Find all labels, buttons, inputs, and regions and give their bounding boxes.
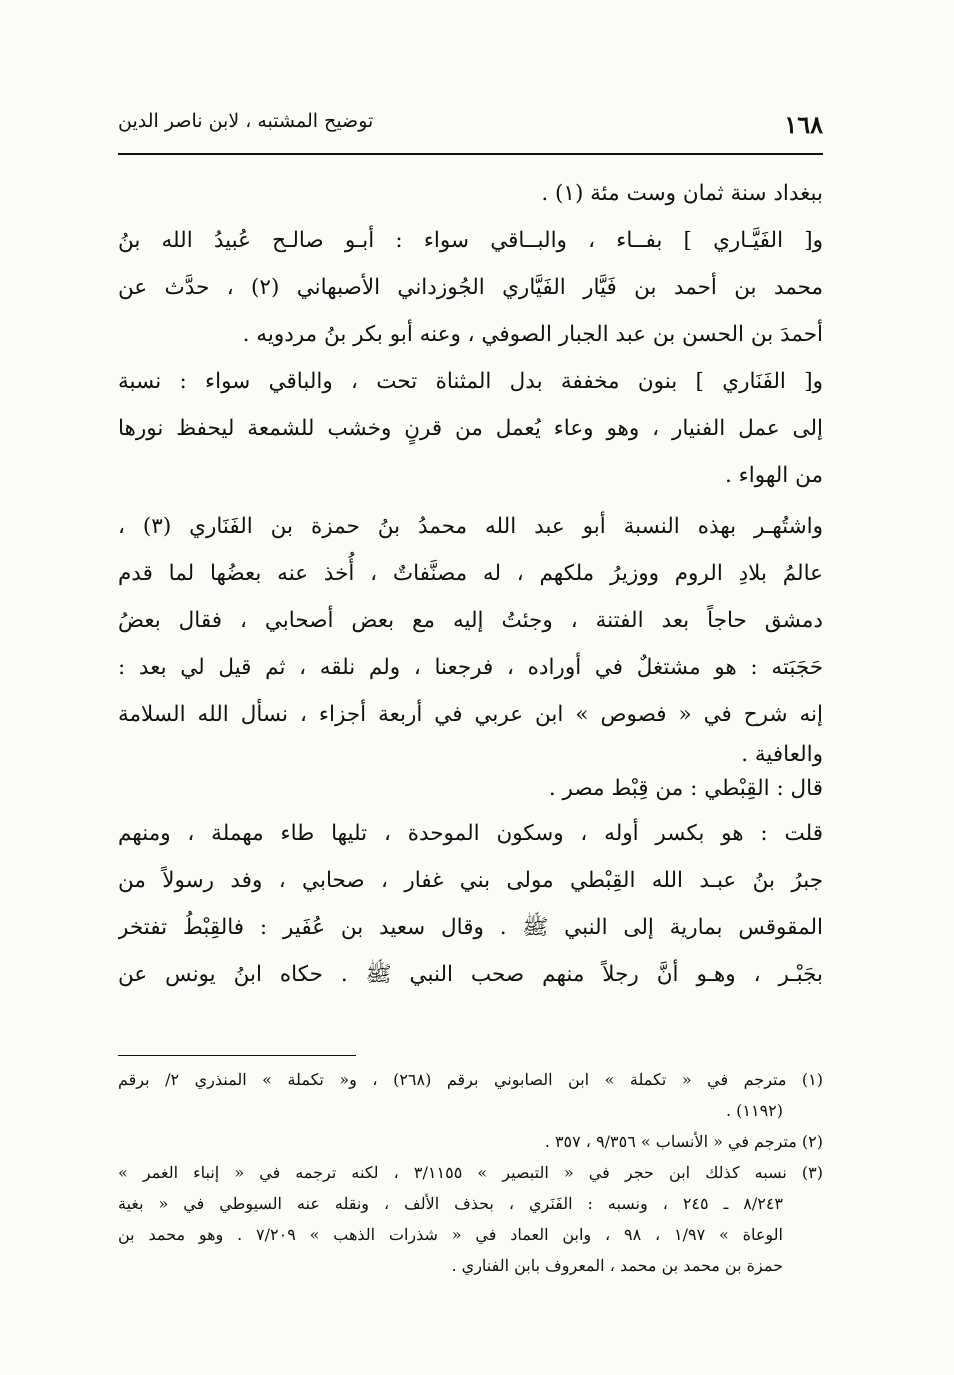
book-page	[118, 0, 823, 1375]
text-line: قلت : هو بكسر أوله ، وسكون الموحدة ، تليها طاء مهملة ، ومنهم	[118, 821, 823, 846]
text-line: و[ الفَنَاري ] بنون مخففة بدل المثناة تحت ، والباقي سواء : نسبة	[118, 369, 823, 394]
footnote-line: (٢) مترجم في « الأنساب » ٩/٣٥٦ ، ٣٥٧ .	[544, 1132, 823, 1151]
text-line: والعافية .	[741, 742, 823, 767]
text-line: عالمُ بلادِ الروم ووزيرُ ملكهم ، له مصنَّفاتٌ ، أُخذ عنه بعضُها لما قدم	[118, 561, 823, 586]
footnote-line: الوعاة » ١/٩٧ ، ٩٨ ، وابن العماد في « شذرات الذهب » ٧/٢٠٩ . وهو محمد بن	[118, 1225, 783, 1244]
footnote-line: حمزة بن محمد بن محمد ، المعروف بابن الفناري .	[451, 1256, 783, 1275]
text-line: محمد بن أحمد بن فَيَّار الفَيَّاري الجُوزداني الأصبهاني (٢) ، حدَّث عن	[118, 275, 823, 300]
footnotes	[118, 1064, 823, 1281]
text-line: ببغداد سنة ثمان وست مئة (١) .	[541, 181, 823, 206]
text-line: من الهواء .	[724, 463, 823, 488]
text-line: قال : القِبْطي : من قِبْط مصر .	[548, 776, 823, 801]
footnote-line: (١) مترجم في « تكملة » ابن الصابوني برقم (٢٦٨) ، و« تكملة » المنذري ٢/ برقم	[118, 1070, 823, 1089]
text-line: جبرُ بنُ عبـد الله القِبْطي مولى بني غفار ، صحابي ، وفد رسولاً من	[118, 868, 823, 893]
text-line: إنه شرح في « فصوص » ابن عربي في أربعة أجزاء ، نسأل الله السلامة	[118, 702, 823, 727]
text-line: دمشق حاجاً بعد الفتنة ، وجئتُ إليه مع بعض أصحابي ، فقال بعضُ	[118, 608, 823, 633]
text-line: حَجَبَته : هو مشتغلٌ في أوراده ، فرجعنا ، ولم نلقه ، ثم قيل لي بعد :	[118, 655, 823, 680]
text-line: المقوقس بمارية إلى النبي ﷺ . وقال سعيد بن عُفَير : فالقِبْطُ تفتخر	[118, 915, 823, 940]
footnote-line: ٨/٢٤٣ ـ ٢٤٥ ، ونسبه : الفَنَري ، بحذف الألف ، ونقله عنه السيوطي في « بغية	[118, 1194, 783, 1213]
text-line: واشتُهـر بهذه النسبة أبو عبد الله محمدُ بنُ حمزة بن الفَنَاري (٣) ،	[118, 514, 823, 539]
header-rule	[118, 153, 823, 155]
text-line: إلى عمل الفنيار ، وهو وعاء يُعمل من قرنٍ وخشب للشمعة ليحفظ نورها	[118, 416, 823, 441]
text-line: و[ الفَيَّـاري ] بفــاء ، والبــاقي سواء : أبـو صالـح عُبيدُ الله بنُ	[118, 228, 823, 253]
page-number: ١٦٨	[784, 110, 823, 139]
running-title: توضيح المشتبه ، لابن ناصر الدين	[118, 110, 374, 132]
main-text	[118, 170, 823, 998]
page-header	[118, 100, 823, 150]
footnote-line: (٣) نسبه كذلك ابن حجر في « التبصير » ٣/١١٥٥ ، لكنه ترجمه في « إنباء الغمر »	[118, 1163, 823, 1182]
footnote-rule	[118, 1055, 356, 1056]
text-line: أحمدَ بن الحسن بن عبد الجبار الصوفي ، وعنه أبو بكر بنُ مردويه .	[242, 322, 823, 347]
text-line: بجَبْـر ، وهـو أنَّ رجلاً منهم صحب النبي ﷺ . حكاه ابنُ يونس عن	[118, 962, 823, 987]
footnote-line: (١١٩٢) .	[725, 1101, 783, 1120]
